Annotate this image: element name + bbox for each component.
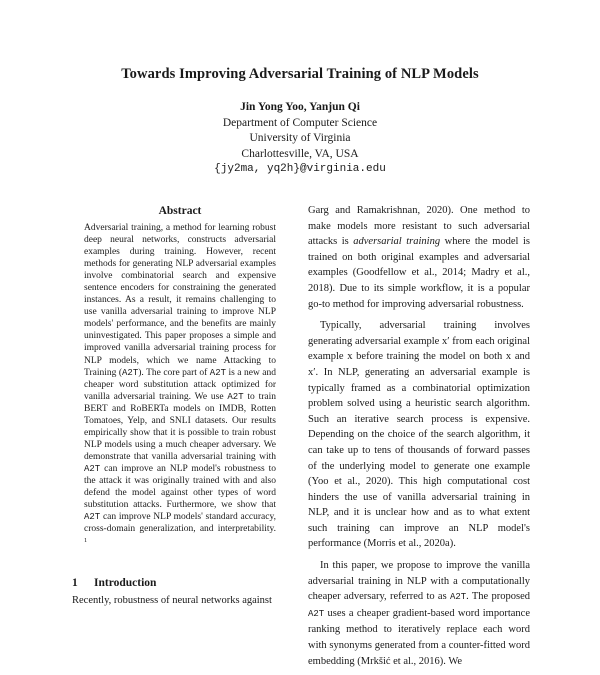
paragraph-text: Garg and Ramakrishnan, 2020). One method to make models more resistant to such adversarial attacks is <box>308 205 530 248</box>
paragraph: Typically, adversarial training involves generating adversarial example x′ from each original example x before training the model on both x and x′. In NLP, generating an adversarial example is typically framed as a combinatorial optimization problem solved using a heuristic search algorithm. Such an iterative search process is expensive. Depending on the choice of the search algorithm, it can take up to tens of thousands of forward passes of the underlying model to generate one example (Yoo et al., 2020). This high computational cost hinders the use of vanilla adversarial training in NLP, and it is unclear how and as to what extent such training can improve an NLP model's performance (Morris et al., 2020a). <box>308 320 530 550</box>
abstract-code: A2T <box>209 367 226 378</box>
abstract-text: Adversarial training, a method for learning robust deep neural networks, constructs adversarial examples during training. However, recent methods for generating NLP adversarial examples involve combinatorial search and expensive sentence encoders for constraining the generated instances. As a result, it remains challenging to use vanilla adversarial training to improve NLP models' performance, and the benefits are mainly uninvestigated. This paper proposes a simple and improved vanilla adversarial training process for NLP models, which we name Attacking to Training ( <box>84 223 276 378</box>
author-names: Jin Yong Yoo, Yanjun Qi <box>240 101 360 113</box>
abstract-text: can improve an NLP model's robustness to the attack it was originally trained with and also defend the model against other types of word substitution attacks. Furthermore, we show that <box>84 463 276 511</box>
intro-first-line: Recently, robustness of neural networks against <box>72 595 272 606</box>
paragraph-text: . The proposed <box>466 591 530 603</box>
abstract-code: A2T <box>227 391 244 402</box>
author-department: Department of Computer Science <box>222 116 378 129</box>
abstract-heading: Abstract <box>158 205 202 217</box>
abstract-code: A2T <box>84 463 101 474</box>
author-university: University of Virginia <box>249 132 351 144</box>
abstract-body <box>84 222 276 550</box>
author-email: {jy2ma, yq2h}@virginia.edu <box>214 163 386 175</box>
paragraph <box>308 558 530 669</box>
abstract-text: is a new and cheaper word substitution attack optimized for vanilla adversarial training. We use <box>84 367 277 402</box>
section-heading-introduction <box>72 577 156 589</box>
author-location: Charlottesville, VA, USA <box>241 147 359 160</box>
inline-code: A2T <box>449 592 467 603</box>
paragraph-text: where the model is trained on both original examples and adversarial examples (Goodfellow et al., 2014; Madry et al., 2018). Due to its simple workflow, it is a popular go-to method for improving adversarial robustness. <box>308 236 531 310</box>
section-number: 1 <box>72 577 78 589</box>
abstract-text: can improve NLP models' standard accuracy, cross-domain generalization, and interpretability. <box>84 512 276 535</box>
left-column <box>72 205 288 550</box>
paragraph <box>308 203 530 312</box>
inline-code: A2T <box>308 608 325 619</box>
footnote-mark: 1 <box>84 537 88 545</box>
abstract-text: ). The core part of <box>138 367 210 378</box>
author-block <box>0 100 600 178</box>
abstract-code: A2T <box>84 512 101 523</box>
right-column <box>308 203 530 675</box>
section-title: Introduction <box>94 577 157 589</box>
paragraph-text: In this paper, we propose to improve the vanilla adversarial training in NLP with a computationally cheaper adversary, referred to as <box>308 560 530 603</box>
emphasis-text: adversarial training <box>353 236 441 248</box>
paragraph-text: uses a cheaper gradient-based word importance ranking method to iteratively replace each word with synonyms generated from a counter-fitted word embedding (Mrkšić et al., 2016). We <box>308 607 530 667</box>
abstract-text: to train BERT and RoBERTa models on IMDB, Rotten Tomatoes, Yelp, and SNLI datasets. Our results empirically show that it is possible to train robust NLP models using a much cheaper adversary. We demonstrate that vanilla adversarial training with <box>84 391 276 462</box>
paper-title: Towards Improving Adversarial Training of NLP Models <box>121 66 479 82</box>
abstract-code: A2T <box>122 367 139 378</box>
